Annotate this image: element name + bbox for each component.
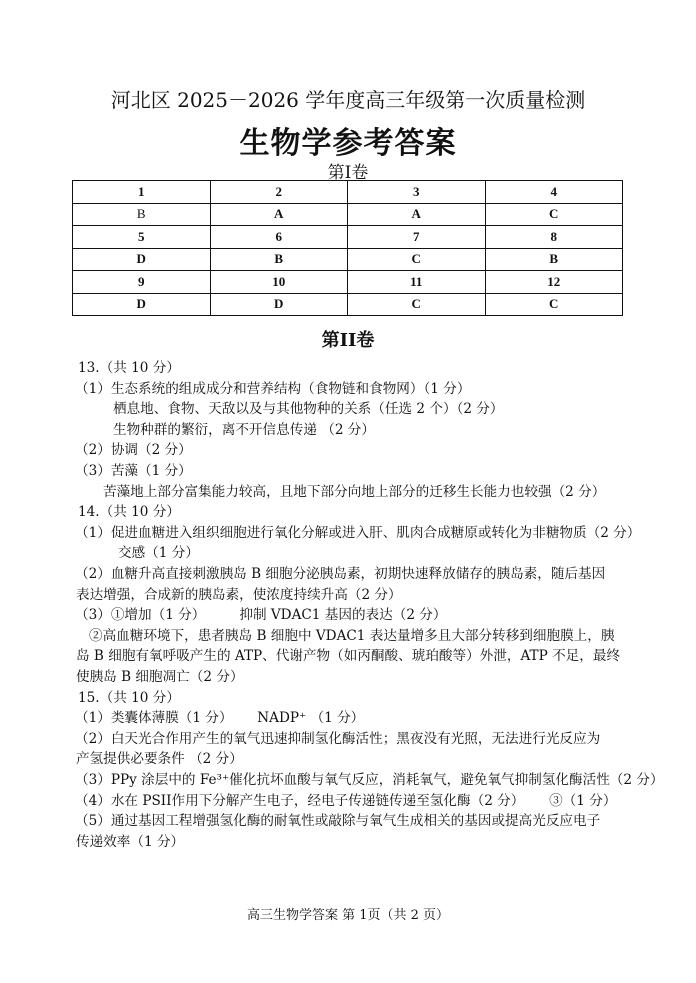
- answer-line: （3）苦藻（1 分）: [75, 463, 192, 479]
- answer-cell: D: [73, 293, 211, 316]
- answer-line: （5）通过基因工程增强氢化酶的耐氧性或敲除与氧气生成相关的基因或提高光反应电子: [75, 813, 601, 830]
- question-number-cell: 2: [210, 181, 348, 204]
- answer-cell: C: [348, 248, 486, 271]
- answer-cell: C: [348, 293, 486, 316]
- answer-cell: C: [485, 203, 623, 226]
- answer-line: 15.（共 10 分）: [78, 689, 180, 706]
- answer-line: （2）协调（2 分）: [75, 442, 192, 459]
- table-row: [73, 271, 623, 294]
- question-number-cell: 6: [210, 226, 348, 249]
- table-row: [73, 293, 623, 316]
- document-title: 生物学参考答案: [239, 126, 457, 161]
- question-number-cell: 8: [485, 226, 623, 249]
- answer-line: （1）生态系统的组成成分和营养结构（食物链和食物网）（1 分）: [75, 380, 471, 397]
- question-number-cell: 1: [73, 181, 211, 204]
- section-1-heading: 第Ⅰ卷: [327, 163, 369, 183]
- answer-cell: C: [485, 293, 623, 316]
- table-row: [73, 248, 623, 271]
- question-number-cell: 5: [73, 226, 211, 249]
- section-2-heading: 第II卷: [321, 330, 375, 351]
- question-number-cell: 7: [348, 226, 486, 249]
- answer-line: （1）促进血糖进入组织细胞进行氧化分解或进入肝、肌肉合成糖原或转化为非糖物质（2 分）: [75, 524, 641, 541]
- answer-line: 栖息地、食物、天敌以及与其他物种的关系（任选 2 个）（2 分）: [113, 401, 504, 418]
- answer-line: 13.（共 10 分）: [78, 360, 180, 376]
- answer-line: （2）血糖升高直接刺激胰岛 B 细胞分泌胰岛素，初期快速释放储存的胰岛素，随后基因: [75, 566, 606, 582]
- table-row: [73, 226, 623, 249]
- question-number-cell: 12: [485, 271, 623, 294]
- question-number-cell: 4: [485, 181, 623, 204]
- answer-line: （3）PPy 涂层中的 Fe³⁺催化抗坏血酸与氧气反应，消耗氧气，避免氧气抑制氢化酶活性（2 分）: [75, 772, 664, 788]
- answer-line: （2）白天光合作用产生的氧气迅速抑制氢化酶活性；黑夜没有光照，无法进行光反应为: [75, 730, 601, 747]
- table-row: [73, 181, 623, 204]
- answer-line: （4）水在 PSII作用下分解产生电子，经电子传递链传递至氢化酶（2 分） ③（1 分）: [75, 792, 617, 809]
- answer-line: 14.（共 10 分）: [78, 504, 180, 521]
- answer-table: [72, 180, 623, 316]
- page-footer: 高三生物学答案 第 1页（共 2 页）: [246, 908, 450, 923]
- question-number-cell: 9: [73, 271, 211, 294]
- question-number-cell: 11: [348, 271, 486, 294]
- answer-cell: B: [73, 203, 211, 226]
- answer-line: 交感（1 分）: [118, 545, 199, 562]
- answer-line: 苦藻地上部分富集能力较高，且地下部分向地上部分的迁移生长能力也较强（2 分）: [103, 483, 606, 500]
- answer-line: 产氢提供必要条件 （2 分）: [76, 751, 243, 768]
- answer-cell: D: [210, 293, 348, 316]
- answer-line: 使胰岛 B 细胞凋亡（2 分）: [76, 669, 244, 685]
- answer-cell: D: [73, 248, 211, 271]
- answer-line: ②高血糖环境下，患者胰岛 B 细胞中 VDAC1 表达量增多且大部分转移到细胞膜上，胰: [89, 627, 615, 644]
- question-number-cell: 10: [210, 271, 348, 294]
- answer-cell: A: [210, 203, 348, 226]
- answer-line: （1）类囊体薄膜（1 分） NADP⁺ （1 分）: [75, 710, 365, 727]
- answer-line: 传递效率（1 分）: [76, 833, 185, 850]
- answer-cell: B: [210, 248, 348, 271]
- answer-line: （3）①增加（1 分） 抑制 VDAC1 基因的表达（2 分）: [75, 607, 447, 624]
- answer-cell: B: [485, 248, 623, 271]
- question-number-cell: 3: [348, 181, 486, 204]
- answer-line: 表达增强，合成新的胰岛素，使浓度持续升高（2 分）: [76, 586, 402, 603]
- answer-line: 生物种群的繁衍，离不开信息传递 （2 分）: [113, 421, 375, 438]
- table-row: [73, 203, 623, 226]
- exam-title: 河北区 2025－2026 学年度高三年级第一次质量检测: [110, 88, 586, 112]
- answer-cell: A: [348, 203, 486, 226]
- answer-line: 岛 B 细胞有氧呼吸产生的 ATP、代谢产物（如丙酮酸、琥珀酸等）外泄，ATP 不足，最终: [76, 648, 621, 665]
